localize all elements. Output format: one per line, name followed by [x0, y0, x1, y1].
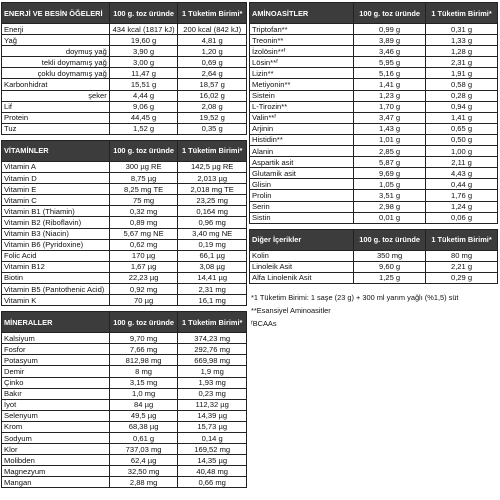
value-per-100g: 5,67 mg NE [109, 228, 178, 239]
value-per-serving: 0,35 g [178, 123, 247, 134]
value-per-100g: 0,61 g [109, 433, 178, 444]
right-column [249, 2, 498, 331]
table-row [250, 250, 498, 261]
value-per-100g: 7,66 mg [109, 344, 178, 355]
value-per-serving: 0,96 mg [178, 217, 247, 228]
value-per-100g: 84 µg [109, 399, 178, 410]
table-row [2, 355, 247, 366]
value-per-serving: 0,94 g [426, 101, 498, 112]
value-per-serving: 23,25 mg [178, 195, 247, 206]
nutrient-name: Folic Acid [2, 250, 110, 261]
value-per-serving: 3,08 µg [178, 261, 247, 272]
value-per-100g: 1,25 g [354, 272, 426, 283]
value-per-serving: 16,1 mg [178, 295, 247, 306]
nutrient-name: Magnezyum [2, 466, 110, 477]
value-per-100g: 70 µg [109, 295, 178, 306]
table-row [250, 35, 498, 46]
value-per-serving: 142,5 µg RE [178, 161, 247, 172]
table-row [2, 388, 247, 399]
table-row [250, 146, 498, 157]
table-row [2, 239, 247, 250]
value-per-100g: 350 mg [354, 250, 426, 261]
table-row [2, 421, 247, 432]
nutrient-name: Selenyum [2, 410, 110, 421]
value-per-serving: 0,28 g [426, 90, 498, 101]
table-row [250, 168, 498, 179]
serving-header: 1 Tüketim Birimi* [426, 229, 498, 250]
section-header-row [2, 140, 247, 161]
nutrient-name: Prolin [250, 190, 354, 201]
table-row [2, 399, 247, 410]
nutrient-name: Histidin** [250, 134, 354, 145]
nutrient-name: Alanin [250, 146, 354, 157]
section-header-row [2, 312, 247, 333]
value-per-serving: 2,013 µg [178, 173, 247, 184]
value-per-100g: 3,46 g [354, 46, 426, 57]
value-per-100g: 5,95 g [354, 57, 426, 68]
nutrient-name: Kolin [250, 250, 354, 261]
value-per-100g: 8,75 µg [109, 173, 178, 184]
value-per-100g: 2,98 g [354, 201, 426, 212]
value-per-serving: 0,29 g [426, 272, 498, 283]
serving-header: 1 Tüketim Birimi* [178, 312, 247, 333]
table-row [2, 206, 247, 217]
nutrient-name: Vitamin B12 [2, 261, 110, 272]
nutrient-name: Lizin** [250, 68, 354, 79]
nutrient-name: Vitamin D [2, 173, 110, 184]
value-per-serving: 0,44 g [426, 179, 498, 190]
nutrient-name: Tuz [2, 123, 110, 134]
table-row [2, 410, 247, 421]
nutrient-name: Lösin**ᶠ [250, 57, 354, 68]
value-per-serving: 80 mg [426, 250, 498, 261]
table-row [2, 195, 247, 206]
value-per-100g: 1,67 µg [109, 261, 178, 272]
nutrient-name: Protein [2, 112, 110, 123]
value-per-serving: 4,81 g [178, 35, 247, 46]
value-per-serving: 0,58 g [426, 79, 498, 90]
per-100g-header: 100 g. toz üründe [354, 229, 426, 250]
table-row [2, 228, 247, 239]
value-per-100g: 3,00 g [109, 57, 178, 68]
nutrient-name: Treonin** [250, 35, 354, 46]
table-row [250, 112, 498, 123]
table-row [250, 201, 498, 212]
value-per-100g: 3,47 g [354, 112, 426, 123]
section-title: ENERJİ VE BESİN ÖĞELERİ [2, 3, 110, 24]
value-per-serving: 1,24 g [426, 201, 498, 212]
value-per-serving: 0,19 mg [178, 239, 247, 250]
value-per-serving: 19,52 g [178, 112, 247, 123]
nutrient-name: Lif [2, 101, 110, 112]
value-per-100g: 0,62 mg [109, 239, 178, 250]
per-100g-header: 100 g. toz üründe [109, 140, 178, 161]
table-row [250, 68, 498, 79]
nutrient-name: Sodyum [2, 433, 110, 444]
value-per-100g: 9,60 g [354, 261, 426, 272]
value-per-100g: 32,50 mg [109, 466, 178, 477]
value-per-100g: 1,0 mg [109, 388, 178, 399]
nutrient-name: Vitamin B6 (Pyridoxine) [2, 239, 110, 250]
table-row [250, 24, 498, 35]
value-per-100g: 0,99 g [354, 24, 426, 35]
nutrient-name: Bakır [2, 388, 110, 399]
value-per-100g: 1,23 g [354, 90, 426, 101]
table-row [2, 123, 247, 134]
value-per-100g: 68,38 µg [109, 421, 178, 432]
value-per-serving: 1,9 mg [178, 366, 247, 377]
nutrient-name: Vitamin C [2, 195, 110, 206]
nutrient-name: Fosfor [2, 344, 110, 355]
value-per-serving: 15,73 µg [178, 421, 247, 432]
value-per-100g: 5,87 g [354, 157, 426, 168]
value-per-100g: 2,88 mg [109, 477, 178, 488]
value-per-serving: 2,64 g [178, 68, 247, 79]
table-row [2, 366, 247, 377]
value-per-100g: 170 µg [109, 250, 178, 261]
value-per-100g: 4,44 g [109, 90, 178, 101]
table-row [2, 68, 247, 79]
serving-header: 1 Tüketim Birimi* [178, 140, 247, 161]
value-per-serving: 112,32 µg [178, 399, 247, 410]
nutrient-name: İyot [2, 399, 110, 410]
table-row [250, 179, 498, 190]
nutrient-name: Kalsiyum [2, 333, 110, 344]
footnote-bcaa: ᶠBCAAs [251, 318, 277, 328]
nutrient-name: Arjinin [250, 123, 354, 134]
value-per-serving: 18,57 g [178, 79, 247, 90]
table-row [250, 272, 498, 283]
value-per-serving: 1,93 mg [178, 377, 247, 388]
value-per-100g: 9,06 g [109, 101, 178, 112]
value-per-serving: 200 kcal (842 kJ) [178, 24, 247, 35]
value-per-100g: 1,43 g [354, 123, 426, 134]
value-per-100g: 1,70 g [354, 101, 426, 112]
table-row [2, 455, 247, 466]
table-row [2, 466, 247, 477]
value-per-100g: 0,32 mg [109, 206, 178, 217]
nutrient-name: Vitamin K [2, 295, 110, 306]
value-per-100g: 3,90 g [109, 46, 178, 57]
value-per-serving: 1,00 g [426, 146, 498, 157]
value-per-100g: 0,01 g [354, 212, 426, 223]
nutrient-name: Vitamin B3 (Niacin) [2, 228, 110, 239]
value-per-serving: 14,41 µg [178, 272, 247, 283]
table-row [2, 283, 247, 294]
table-row [2, 173, 247, 184]
section-title: MİNERALLER [2, 312, 110, 333]
nutrient-name: Alfa Linolenik Asit [250, 272, 354, 283]
value-per-serving: 2,018 mg TE [178, 184, 247, 195]
nutrient-name: Vitamin E [2, 184, 110, 195]
value-per-100g: 22,23 µg [109, 272, 178, 283]
table-row [2, 161, 247, 172]
nutrient-name: Krom [2, 421, 110, 432]
value-per-100g: 1,01 g [354, 134, 426, 145]
value-per-100g: 0,92 mg [109, 283, 178, 294]
value-per-serving: 669,98 mg [178, 355, 247, 366]
nutrient-name: Biotin [2, 272, 110, 283]
amino-acids-table [249, 2, 498, 224]
value-per-100g: 3,51 g [354, 190, 426, 201]
nutrient-name: Çinko [2, 377, 110, 388]
nutrient-name: Sistein [250, 90, 354, 101]
serving-header: 1 Tüketim Birimi* [426, 3, 498, 24]
nutrient-name: L-Tirozin** [250, 101, 354, 112]
footnotes [249, 292, 498, 329]
value-per-serving: 0,23 mg [178, 388, 247, 399]
table-row [2, 79, 247, 90]
value-per-100g: 1,41 g [354, 79, 426, 90]
value-per-serving: 4,43 g [426, 168, 498, 179]
nutrient-name: Demir [2, 366, 110, 377]
nutrient-name: Metiyonin** [250, 79, 354, 90]
value-per-serving: 1,28 g [426, 46, 498, 57]
value-per-serving: 2,21 g [426, 261, 498, 272]
value-per-100g: 44,45 g [109, 112, 178, 123]
serving-header: 1 Tüketim Birimi* [178, 3, 247, 24]
table-row [250, 90, 498, 101]
left-column [1, 2, 247, 488]
value-per-serving: 2,31 g [426, 57, 498, 68]
value-per-serving: 14,39 µg [178, 410, 247, 421]
section-header-row [2, 3, 247, 24]
value-per-100g: 300 µg RE [109, 161, 178, 172]
value-per-serving: 1,76 g [426, 190, 498, 201]
nutrient-name: Glutamik asit [250, 168, 354, 179]
nutrient-name: Vitamin A [2, 161, 110, 172]
per-100g-header: 100 g. toz üründe [109, 312, 178, 333]
nutrient-name: Klor [2, 444, 110, 455]
table-row [2, 112, 247, 123]
footnote-essential: **Esansiyel Aminoasitler [251, 305, 331, 315]
table-row [250, 212, 498, 223]
section-title: VİTAMİNLER [2, 140, 110, 161]
table-row [2, 444, 247, 455]
value-per-serving: 0,31 g [426, 24, 498, 35]
other-ingredients-table [249, 229, 498, 284]
table-row [250, 57, 498, 68]
section-title: Diğer İçerikler [250, 229, 354, 250]
value-per-serving: 374,23 mg [178, 333, 247, 344]
footnote-serving: *1 Tüketim Birimi: 1 saşe (23 g) + 300 ml yarım yağlı (%1,5) süt [251, 292, 459, 302]
value-per-100g: 15,51 g [109, 79, 178, 90]
value-per-serving: 2,11 g [426, 157, 498, 168]
value-per-serving: 1,33 g [426, 35, 498, 46]
value-per-100g: 19,60 g [109, 35, 178, 46]
table-row [2, 46, 247, 57]
value-per-100g: 2,85 g [354, 146, 426, 157]
nutrient-name: çoklu doymamış yağ [2, 68, 110, 79]
table-row [250, 134, 498, 145]
nutrient-name: tekli doymamış yağ [2, 57, 110, 68]
value-per-100g: 0,89 mg [109, 217, 178, 228]
table-row [2, 477, 247, 488]
table-row [250, 190, 498, 201]
value-per-100g: 737,03 mg [109, 444, 178, 455]
nutrient-name: şeker [2, 90, 110, 101]
value-per-serving: 0,14 g [178, 433, 247, 444]
value-per-100g: 5,16 g [354, 68, 426, 79]
table-row [2, 433, 247, 444]
table-row [2, 295, 247, 306]
nutrient-name: Triptofan** [250, 24, 354, 35]
minerals-table [1, 311, 247, 488]
value-per-100g: 49,5 µg [109, 410, 178, 421]
nutrient-name: Serin [250, 201, 354, 212]
nutrient-name: Linoleik Asit [250, 261, 354, 272]
value-per-100g: 8 mg [109, 366, 178, 377]
nutrient-name: İzolösin**ᶠ [250, 46, 354, 57]
nutrient-name: Vitamin B5 (Pantothenic Acid) [2, 283, 110, 294]
value-per-serving: 3,40 mg NE [178, 228, 247, 239]
table-row [2, 261, 247, 272]
value-per-serving: 0,69 g [178, 57, 247, 68]
section-header-row [250, 229, 498, 250]
energy-table [1, 2, 247, 135]
nutrient-name: doymuş yağ [2, 46, 110, 57]
table-row [2, 90, 247, 101]
nutrient-name: Potasyum [2, 355, 110, 366]
vitamins-table [1, 140, 247, 306]
value-per-100g: 8,25 mg TE [109, 184, 178, 195]
table-row [2, 250, 247, 261]
per-100g-header: 100 g. toz üründe [109, 3, 178, 24]
value-per-100g: 1,52 g [109, 123, 178, 134]
nutrient-name: Vitamin B2 (Riboflavin) [2, 217, 110, 228]
value-per-100g: 62,4 µg [109, 455, 178, 466]
value-per-serving: 0,06 g [426, 212, 498, 223]
value-per-serving: 0,164 mg [178, 206, 247, 217]
table-row [2, 24, 247, 35]
table-row [250, 261, 498, 272]
value-per-100g: 9,70 mg [109, 333, 178, 344]
value-per-serving: 0,66 mg [178, 477, 247, 488]
table-row [2, 35, 247, 46]
nutrient-name: Sistin [250, 212, 354, 223]
value-per-100g: 3,15 mg [109, 377, 178, 388]
nutrient-name: Aspartik asit [250, 157, 354, 168]
value-per-100g: 1,05 g [354, 179, 426, 190]
value-per-serving: 169,52 mg [178, 444, 247, 455]
table-row [2, 57, 247, 68]
table-row [2, 272, 247, 283]
value-per-serving: 0,65 g [426, 123, 498, 134]
table-row [250, 79, 498, 90]
value-per-serving: 2,31 mg [178, 283, 247, 294]
table-row [250, 157, 498, 168]
value-per-serving: 40,48 mg [178, 466, 247, 477]
value-per-100g: 3,89 g [354, 35, 426, 46]
value-per-serving: 66,1 µg [178, 250, 247, 261]
table-row [2, 217, 247, 228]
value-per-100g: 9,69 g [354, 168, 426, 179]
table-row [250, 46, 498, 57]
value-per-100g: 812,98 mg [109, 355, 178, 366]
value-per-serving: 1,20 g [178, 46, 247, 57]
section-header-row [250, 3, 498, 24]
value-per-serving: 1,91 g [426, 68, 498, 79]
table-row [2, 333, 247, 344]
nutrient-name: Molibden [2, 455, 110, 466]
nutrient-name: Vitamin B1 (Thiamin) [2, 206, 110, 217]
table-row [2, 344, 247, 355]
table-row [2, 184, 247, 195]
nutrient-name: Mangan [2, 477, 110, 488]
table-row [250, 123, 498, 134]
nutrient-name: Yağ [2, 35, 110, 46]
value-per-serving: 16,02 g [178, 90, 247, 101]
value-per-serving: 1,41 g [426, 112, 498, 123]
nutrient-name: Karbonhidrat [2, 79, 110, 90]
section-title: AMİNOASİTLER [250, 3, 354, 24]
value-per-100g: 434 kcal (1817 kJ) [109, 24, 178, 35]
per-100g-header: 100 g. toz üründe [354, 3, 426, 24]
nutrient-name: Valin**ᶠ [250, 112, 354, 123]
nutrient-name: Enerji [2, 24, 110, 35]
value-per-serving: 2,08 g [178, 101, 247, 112]
table-row [2, 377, 247, 388]
table-row [250, 101, 498, 112]
nutrient-name: Glisin [250, 179, 354, 190]
value-per-100g: 11,47 g [109, 68, 178, 79]
value-per-serving: 0,50 g [426, 134, 498, 145]
value-per-serving: 14,35 µg [178, 455, 247, 466]
value-per-serving: 292,76 mg [178, 344, 247, 355]
table-row [2, 101, 247, 112]
value-per-100g: 75 mg [109, 195, 178, 206]
